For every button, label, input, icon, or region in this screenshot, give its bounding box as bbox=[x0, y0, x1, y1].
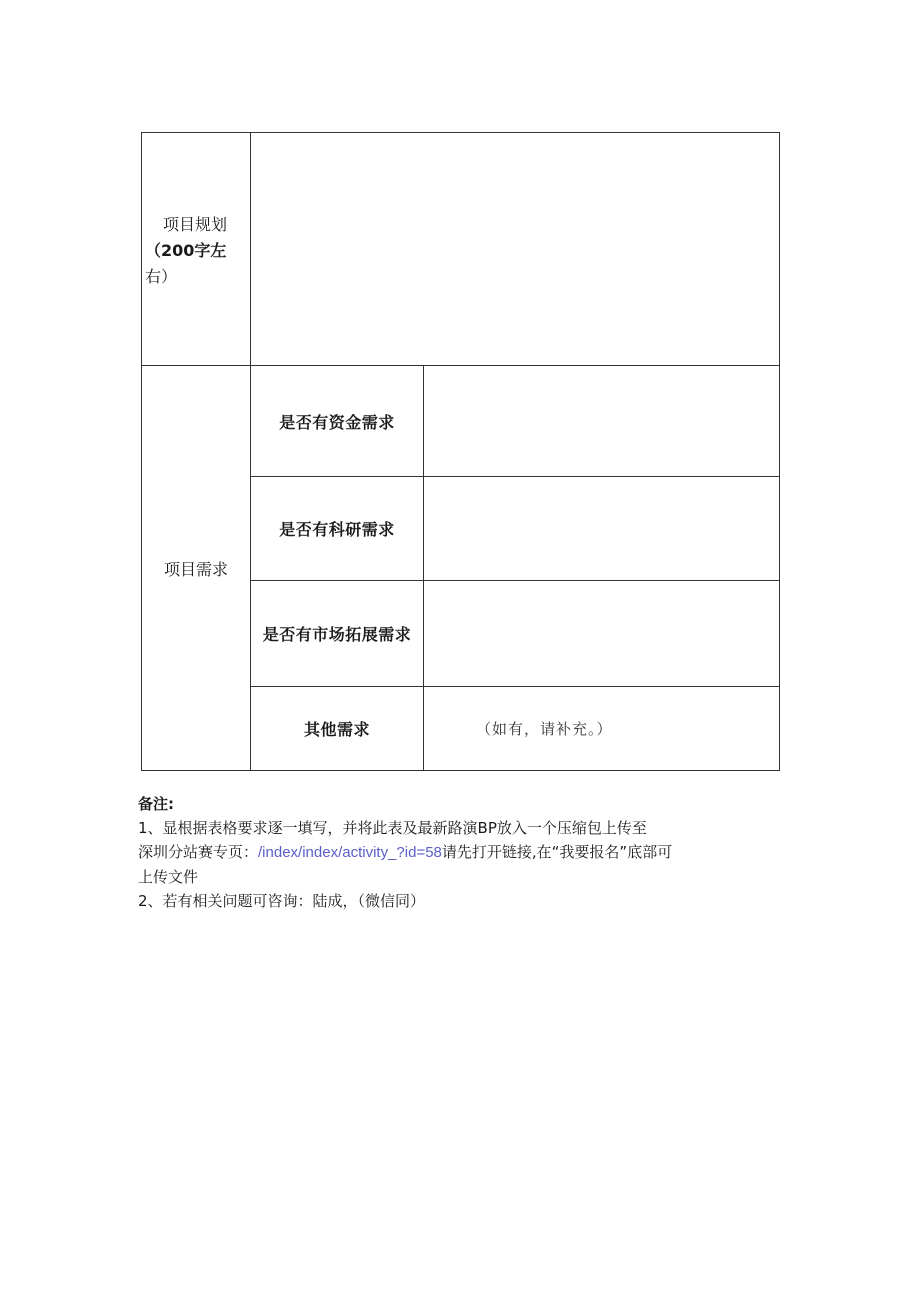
notes-line-2 bbox=[138, 840, 788, 865]
plan-label-line3: 右） bbox=[145, 267, 178, 286]
activity-link[interactable]: /index/index/activity_?id=58 bbox=[258, 844, 442, 861]
notes-line-4: 2、若有相关问题可咨询：陆成，（微信同） bbox=[138, 892, 426, 910]
notes-line-2-prefix: 深圳分站赛专页： bbox=[138, 843, 259, 861]
plan-label-line1: 项目规划 bbox=[163, 215, 228, 234]
need-market-label: 是否有市场拓展需求 bbox=[251, 581, 424, 687]
notes-line-3: 上传文件 bbox=[138, 868, 199, 886]
need-other-value-cell[interactable] bbox=[424, 687, 780, 771]
notes-title: 备注: bbox=[138, 795, 174, 813]
plan-label-cell bbox=[142, 133, 251, 366]
need-market-value[interactable] bbox=[424, 581, 780, 687]
need-research-label: 是否有科研需求 bbox=[251, 477, 424, 581]
plan-label-line2: （200字左 bbox=[145, 241, 227, 260]
need-funding-value[interactable] bbox=[424, 366, 780, 477]
needs-label-cell: 项目需求 bbox=[142, 366, 251, 771]
need-other-label: 其他需求 bbox=[251, 687, 424, 771]
need-research-value[interactable] bbox=[424, 477, 780, 581]
need-other-hint: （如有，请补充。） bbox=[476, 720, 613, 738]
notes-line-1: 1、显根据表格要求逐一填写，并将此表及最新路演BP放入一个压缩包上传至 bbox=[138, 819, 647, 837]
need-row-funding bbox=[142, 366, 780, 477]
notes-section bbox=[138, 792, 788, 913]
application-form-table bbox=[141, 132, 780, 771]
notes-line-2-suffix: 请先打开链接,在“我要报名”底部可 bbox=[441, 843, 673, 861]
need-funding-label: 是否有资金需求 bbox=[251, 366, 424, 477]
plan-row bbox=[142, 133, 780, 366]
plan-value-cell[interactable] bbox=[251, 133, 780, 366]
